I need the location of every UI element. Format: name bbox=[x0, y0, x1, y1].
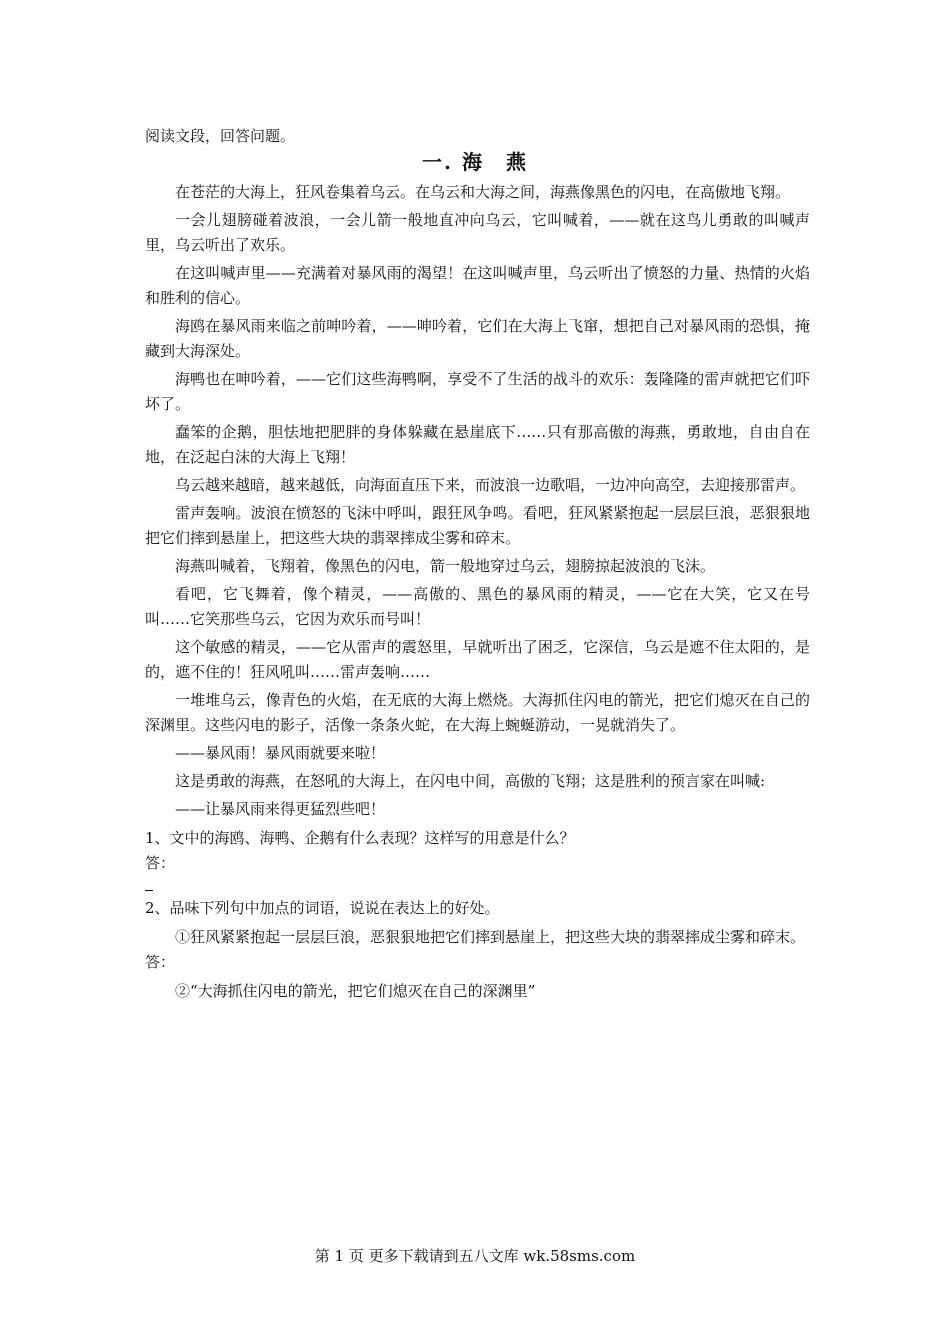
question-2-sentence-2: ②“大海抓住闪电的箭光，把它们熄灭在自己的深渊里” bbox=[175, 982, 536, 1000]
passage-body bbox=[145, 180, 810, 1004]
paragraph: 乌云越来越暗，越来越低，向海面直压下来，而波浪一边歌唱，一边冲向高空，去迎接那雷声。 bbox=[175, 476, 806, 494]
paragraph: 海鸭也在呻吟着，——它们这些海鸭啊，享受不了生活的战斗的欢乐：轰隆隆的雷声就把它们吓坏了。 bbox=[145, 370, 810, 413]
paragraph: 这是勇敢的海燕，在怒吼的大海上，在闪电中间，高傲的飞翔；这是胜利的预言家在叫喊: bbox=[175, 772, 766, 790]
question-2: 2、品味下列句中加点的词语，说说在表达上的好处。 bbox=[145, 899, 500, 917]
page-footer: 第 1 页 更多下载请到五八文库 wk.58sms.com bbox=[314, 1247, 636, 1265]
reading-instruction: 阅读文段，回答问题。 bbox=[145, 127, 296, 145]
answer-blank-line bbox=[145, 876, 810, 896]
paragraph: 这个敏感的精灵，——它从雷声的震怒里，早就听出了困乏，它深信，乌云是遮不住太阳的，是的，遮不住的！狂风吼叫……雷声轰响…… bbox=[145, 638, 810, 681]
paragraph: 一会儿翅膀碰着波浪，一会儿箭一般地直冲向乌云，它叫喊着，——就在这鸟儿勇敢的叫喊声里，乌云听出了欢乐。 bbox=[145, 211, 810, 254]
paragraph: 在这叫喊声里——充满着对暴风雨的渴望！在这叫喊声里，乌云听出了愤怒的力量、热情的火焰和胜利的信心。 bbox=[145, 264, 810, 307]
question-2-sentence-1: ①狂风紧紧抱起一层层巨浪，恶狠狠地把它们摔到悬崖上，把这些大块的翡翠摔成尘雾和碎末。 bbox=[175, 928, 806, 946]
question-2-answer-label: 答： bbox=[145, 953, 176, 971]
question-1-answer-label: 答： bbox=[145, 854, 176, 872]
paragraph: 雷声轰响。波浪在愤怒的飞沫中呼叫，跟狂风争鸣。看吧，狂风紧紧抱起一层层巨浪，恶狠狠地把它们摔到悬崖上，把这些大块的翡翠摔成尘雾和碎末。 bbox=[145, 504, 810, 547]
paragraph: 海燕叫喊着，飞翔着，像黑色的闪电，箭一般地穿过乌云，翅膀掠起波浪的飞沫。 bbox=[175, 557, 716, 575]
question-1: 1、文中的海鸥、海鸭、企鹅有什么表现？这样写的用意是什么？ bbox=[145, 829, 575, 847]
passage-title bbox=[0, 148, 950, 176]
paragraph: ——让暴风雨来得更猛烈些吧！ bbox=[175, 800, 386, 818]
paragraph: ——暴风雨！暴风雨就要来啦！ bbox=[175, 744, 386, 762]
paragraph: 海鸥在暴风雨来临之前呻吟着，——呻吟着，它们在大海上飞窜，想把自己对暴风雨的恐惧，掩藏到大海深处。 bbox=[145, 317, 810, 360]
passage-title-text: 一. 海 燕 bbox=[422, 150, 528, 174]
paragraph: 看吧，它飞舞着，像个精灵，——高傲的、黑色的暴风雨的精灵，——它在大笑，它又在号叫……它笑那些乌云，它因为欢乐而号叫！ bbox=[145, 585, 810, 628]
paragraph: 一堆堆乌云，像青色的火焰，在无底的大海上燃烧。大海抓住闪电的箭光，把它们熄灭在自己的深渊里。这些闪电的影子，活像一条条火蛇，在大海上蜿蜒游动，一晃就消失了。 bbox=[145, 691, 810, 734]
paragraph: 蠢笨的企鹅，胆怯地把肥胖的身体躲藏在悬崖底下……只有那高傲的海燕，勇敢地，自由自在地，在泛起白沫的大海上飞翔！ bbox=[145, 423, 810, 466]
paragraph: 在苍茫的大海上，狂风卷集着乌云。在乌云和大海之间，海燕像黑色的闪电，在高傲地飞翔。 bbox=[175, 183, 791, 201]
